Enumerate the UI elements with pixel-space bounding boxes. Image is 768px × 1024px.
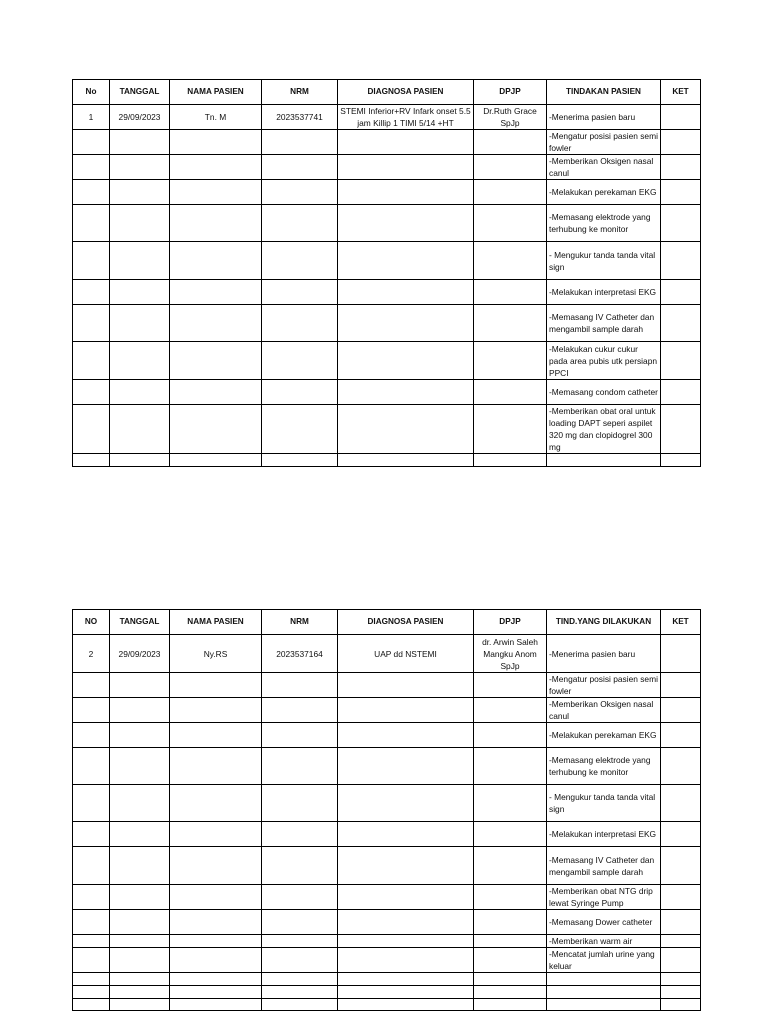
table-row [73, 973, 701, 986]
header-tanggal: TANGGAL [110, 610, 170, 635]
cell-tindakan: -Melakukan interpretasi EKG [547, 822, 661, 847]
cell-nama-pasien [170, 847, 262, 885]
cell-no [73, 910, 110, 935]
table-header-row [73, 80, 701, 105]
cell-no [73, 847, 110, 885]
cell-tindakan: -Menerima pasien baru [547, 105, 661, 130]
cell-dpjp [474, 847, 547, 885]
cell-no [73, 305, 110, 342]
cell-nrm: 2023537164 [262, 635, 338, 673]
table-row [73, 280, 701, 305]
cell-tindakan: -Memberikan Oksigen nasal canul [547, 698, 661, 723]
cell-ket [661, 986, 701, 999]
cell-nama-pasien [170, 454, 262, 467]
cell-tanggal [110, 748, 170, 785]
table-row [73, 910, 701, 935]
cell-tanggal [110, 785, 170, 822]
cell-diagnosa: STEMI Inferior+RV Infark onset 5.5 jam Killip 1 TIMI 5/14 +HT [338, 105, 474, 130]
cell-tanggal [110, 723, 170, 748]
cell-tindakan: -Memberikan Oksigen nasal canul [547, 155, 661, 180]
cell-ket [661, 405, 701, 454]
table-row [73, 673, 701, 698]
header-diagnosa: DIAGNOSA PASIEN [338, 80, 474, 105]
cell-nrm [262, 405, 338, 454]
cell-dpjp [474, 405, 547, 454]
cell-nama-pasien [170, 986, 262, 999]
table-row [73, 180, 701, 205]
cell-nama-pasien [170, 130, 262, 155]
table-row [73, 405, 701, 454]
cell-dpjp [474, 999, 547, 1011]
table-row [73, 948, 701, 973]
cell-no [73, 973, 110, 986]
cell-dpjp [474, 130, 547, 155]
table-row [73, 785, 701, 822]
cell-nama-pasien: Ny.RS [170, 635, 262, 673]
cell-nama-pasien [170, 405, 262, 454]
cell-nrm [262, 935, 338, 948]
cell-diagnosa [338, 999, 474, 1011]
table-row [73, 986, 701, 999]
cell-diagnosa [338, 242, 474, 280]
cell-diagnosa [338, 342, 474, 380]
cell-dpjp [474, 155, 547, 180]
cell-ket [661, 748, 701, 785]
table-row [73, 698, 701, 723]
cell-no [73, 986, 110, 999]
cell-tanggal [110, 698, 170, 723]
cell-tindakan: - Mengukur tanda tanda vital sign [547, 785, 661, 822]
cell-no [73, 454, 110, 467]
cell-nama-pasien [170, 723, 262, 748]
cell-dpjp [474, 948, 547, 973]
cell-tindakan: - Mengukur tanda tanda vital sign [547, 242, 661, 280]
table-row [73, 205, 701, 242]
cell-dpjp [474, 205, 547, 242]
cell-nrm [262, 342, 338, 380]
cell-diagnosa [338, 935, 474, 948]
table-row [73, 242, 701, 280]
table-row [73, 305, 701, 342]
cell-nama-pasien [170, 785, 262, 822]
cell-dpjp [474, 342, 547, 380]
cell-dpjp [474, 935, 547, 948]
cell-tanggal [110, 342, 170, 380]
header-tindakan: TINDAKAN PASIEN [547, 80, 661, 105]
cell-dpjp [474, 380, 547, 405]
cell-tanggal [110, 305, 170, 342]
table-row [73, 635, 701, 673]
cell-nama-pasien [170, 748, 262, 785]
cell-no [73, 342, 110, 380]
cell-nama-pasien [170, 999, 262, 1011]
cell-diagnosa [338, 785, 474, 822]
cell-tanggal [110, 130, 170, 155]
cell-dpjp [474, 454, 547, 467]
cell-tanggal [110, 948, 170, 973]
header-dpjp: DPJP [474, 80, 547, 105]
cell-ket [661, 673, 701, 698]
cell-no [73, 748, 110, 785]
cell-tindakan: -Memberikan obat NTG drip lewat Syringe Pump [547, 885, 661, 910]
table-row [73, 847, 701, 885]
cell-tanggal [110, 822, 170, 847]
cell-no [73, 885, 110, 910]
cell-ket [661, 380, 701, 405]
cell-tanggal [110, 973, 170, 986]
cell-nrm [262, 698, 338, 723]
cell-nrm [262, 242, 338, 280]
table-row [73, 822, 701, 847]
cell-diagnosa [338, 454, 474, 467]
cell-diagnosa [338, 698, 474, 723]
cell-nrm [262, 673, 338, 698]
cell-ket [661, 454, 701, 467]
table-header-row [73, 610, 701, 635]
cell-diagnosa [338, 405, 474, 454]
cell-diagnosa [338, 380, 474, 405]
cell-dpjp [474, 785, 547, 822]
cell-nama-pasien [170, 155, 262, 180]
cell-nrm [262, 948, 338, 973]
cell-ket [661, 935, 701, 948]
cell-tanggal [110, 180, 170, 205]
cell-dpjp [474, 723, 547, 748]
cell-diagnosa [338, 180, 474, 205]
cell-diagnosa [338, 822, 474, 847]
cell-tindakan: -Mencatat jumlah urine yang keluar [547, 948, 661, 973]
header-nrm: NRM [262, 610, 338, 635]
cell-no [73, 155, 110, 180]
cell-no [73, 999, 110, 1011]
table-row [73, 748, 701, 785]
cell-nrm [262, 885, 338, 910]
table-row [73, 454, 701, 467]
cell-dpjp [474, 885, 547, 910]
cell-diagnosa [338, 748, 474, 785]
cell-diagnosa [338, 910, 474, 935]
cell-dpjp [474, 673, 547, 698]
cell-nama-pasien [170, 305, 262, 342]
cell-tindakan: -Melakukan cukur cukur pada area pubis utk persiapn PPCI [547, 342, 661, 380]
cell-nrm [262, 155, 338, 180]
cell-dpjp [474, 986, 547, 999]
cell-nrm: 2023537741 [262, 105, 338, 130]
cell-ket [661, 973, 701, 986]
cell-tindakan [547, 454, 661, 467]
cell-nama-pasien [170, 380, 262, 405]
cell-nama-pasien [170, 280, 262, 305]
cell-dpjp [474, 242, 547, 280]
cell-diagnosa [338, 155, 474, 180]
cell-nrm [262, 986, 338, 999]
cell-nrm [262, 205, 338, 242]
cell-ket [661, 205, 701, 242]
cell-nama-pasien [170, 948, 262, 973]
cell-no [73, 280, 110, 305]
cell-ket [661, 305, 701, 342]
table-row [73, 935, 701, 948]
cell-dpjp [474, 280, 547, 305]
cell-nama-pasien [170, 180, 262, 205]
cell-tindakan: -Melakukan perekaman EKG [547, 180, 661, 205]
cell-tanggal [110, 280, 170, 305]
cell-tanggal [110, 885, 170, 910]
header-tanggal: TANGGAL [110, 80, 170, 105]
cell-dpjp: dr. Arwin Saleh Mangku Anom SpJp [474, 635, 547, 673]
cell-tindakan: -Mengatur posisi pasien semi fowler [547, 130, 661, 155]
cell-no [73, 130, 110, 155]
cell-tanggal [110, 380, 170, 405]
cell-ket [661, 723, 701, 748]
cell-no [73, 242, 110, 280]
cell-tanggal: 29/09/2023 [110, 105, 170, 130]
header-nama-pasien: NAMA PASIEN [170, 610, 262, 635]
cell-dpjp [474, 305, 547, 342]
cell-tanggal [110, 673, 170, 698]
cell-tindakan: -Memasang Dower catheter [547, 910, 661, 935]
cell-ket [661, 785, 701, 822]
cell-tindakan [547, 986, 661, 999]
cell-ket [661, 130, 701, 155]
cell-dpjp [474, 822, 547, 847]
cell-ket [661, 910, 701, 935]
cell-tindakan [547, 999, 661, 1011]
cell-diagnosa [338, 280, 474, 305]
table-row [73, 342, 701, 380]
cell-tindakan: -Memasang elektrode yang terhubung ke monitor [547, 748, 661, 785]
cell-diagnosa [338, 130, 474, 155]
cell-nrm [262, 380, 338, 405]
cell-tanggal [110, 999, 170, 1011]
header-tindakan: TIND.YANG DILAKUKAN [547, 610, 661, 635]
cell-ket [661, 242, 701, 280]
cell-nrm [262, 180, 338, 205]
table-row [73, 155, 701, 180]
cell-ket [661, 342, 701, 380]
cell-dpjp [474, 180, 547, 205]
cell-tanggal [110, 935, 170, 948]
header-nama-pasien: NAMA PASIEN [170, 80, 262, 105]
cell-tindakan: -Memasang condom catheter [547, 380, 661, 405]
cell-nrm [262, 785, 338, 822]
cell-no [73, 380, 110, 405]
table-row [73, 380, 701, 405]
header-ket: KET [661, 80, 701, 105]
cell-dpjp [474, 910, 547, 935]
cell-no: 2 [73, 635, 110, 673]
cell-nrm [262, 910, 338, 935]
cell-nrm [262, 999, 338, 1011]
patient-action-table-1 [72, 79, 701, 467]
cell-diagnosa [338, 723, 474, 748]
cell-tanggal [110, 405, 170, 454]
cell-tindakan: -Memberikan obat oral untuk loading DAPT seperi aspilet 320 mg dan clopidogrel 300 mg [547, 405, 661, 454]
cell-tindakan: -Memasang IV Catheter dan mengambil sample darah [547, 847, 661, 885]
cell-diagnosa [338, 205, 474, 242]
cell-no [73, 698, 110, 723]
cell-nama-pasien [170, 822, 262, 847]
cell-no: 1 [73, 105, 110, 130]
cell-tindakan: -Mengatur posisi pasien semi fowler [547, 673, 661, 698]
table-row [73, 130, 701, 155]
cell-nrm [262, 973, 338, 986]
cell-nama-pasien [170, 205, 262, 242]
cell-diagnosa [338, 948, 474, 973]
cell-tanggal [110, 242, 170, 280]
cell-nama-pasien [170, 973, 262, 986]
cell-ket [661, 885, 701, 910]
cell-ket [661, 105, 701, 130]
cell-tanggal [110, 986, 170, 999]
table-row [73, 999, 701, 1011]
cell-dpjp [474, 698, 547, 723]
cell-tanggal [110, 847, 170, 885]
cell-diagnosa [338, 673, 474, 698]
cell-tindakan: -Melakukan interpretasi EKG [547, 280, 661, 305]
cell-ket [661, 847, 701, 885]
cell-ket [661, 999, 701, 1011]
cell-nama-pasien [170, 698, 262, 723]
cell-nrm [262, 454, 338, 467]
cell-tindakan: -Memberikan warm air [547, 935, 661, 948]
cell-tindakan: -Melakukan perekaman EKG [547, 723, 661, 748]
cell-no [73, 405, 110, 454]
header-no: NO [73, 610, 110, 635]
header-dpjp: DPJP [474, 610, 547, 635]
cell-diagnosa: UAP dd NSTEMI [338, 635, 474, 673]
cell-ket [661, 698, 701, 723]
cell-nrm [262, 748, 338, 785]
header-no: No [73, 80, 110, 105]
cell-dpjp: Dr.Ruth Grace SpJp [474, 105, 547, 130]
cell-tindakan: -Memasang IV Catheter dan mengambil sample darah [547, 305, 661, 342]
cell-ket [661, 948, 701, 973]
cell-diagnosa [338, 305, 474, 342]
patient-action-table-2 [72, 609, 701, 1011]
cell-no [73, 935, 110, 948]
cell-no [73, 180, 110, 205]
cell-nama-pasien [170, 935, 262, 948]
cell-tanggal [110, 910, 170, 935]
cell-nrm [262, 847, 338, 885]
cell-nrm [262, 305, 338, 342]
cell-no [73, 673, 110, 698]
cell-diagnosa [338, 973, 474, 986]
cell-tanggal [110, 205, 170, 242]
cell-nrm [262, 130, 338, 155]
cell-nama-pasien [170, 885, 262, 910]
cell-no [73, 723, 110, 748]
cell-no [73, 785, 110, 822]
cell-nrm [262, 822, 338, 847]
header-nrm: NRM [262, 80, 338, 105]
cell-dpjp [474, 748, 547, 785]
cell-no [73, 822, 110, 847]
cell-nrm [262, 723, 338, 748]
cell-tindakan: -Menerima pasien baru [547, 635, 661, 673]
cell-tanggal: 29/09/2023 [110, 635, 170, 673]
cell-dpjp [474, 973, 547, 986]
cell-no [73, 948, 110, 973]
header-diagnosa: DIAGNOSA PASIEN [338, 610, 474, 635]
cell-tindakan [547, 973, 661, 986]
table-row [73, 105, 701, 130]
cell-diagnosa [338, 847, 474, 885]
cell-nrm [262, 280, 338, 305]
cell-ket [661, 822, 701, 847]
cell-nama-pasien [170, 342, 262, 380]
cell-nama-pasien [170, 910, 262, 935]
cell-tindakan: -Memasang elektrode yang terhubung ke monitor [547, 205, 661, 242]
cell-ket [661, 635, 701, 673]
cell-ket [661, 280, 701, 305]
cell-nama-pasien [170, 242, 262, 280]
table-row [73, 885, 701, 910]
cell-tanggal [110, 454, 170, 467]
cell-ket [661, 155, 701, 180]
cell-nama-pasien [170, 673, 262, 698]
table-row [73, 723, 701, 748]
header-ket: KET [661, 610, 701, 635]
cell-diagnosa [338, 986, 474, 999]
cell-no [73, 205, 110, 242]
cell-diagnosa [338, 885, 474, 910]
cell-ket [661, 180, 701, 205]
cell-nama-pasien: Tn. M [170, 105, 262, 130]
cell-tanggal [110, 155, 170, 180]
